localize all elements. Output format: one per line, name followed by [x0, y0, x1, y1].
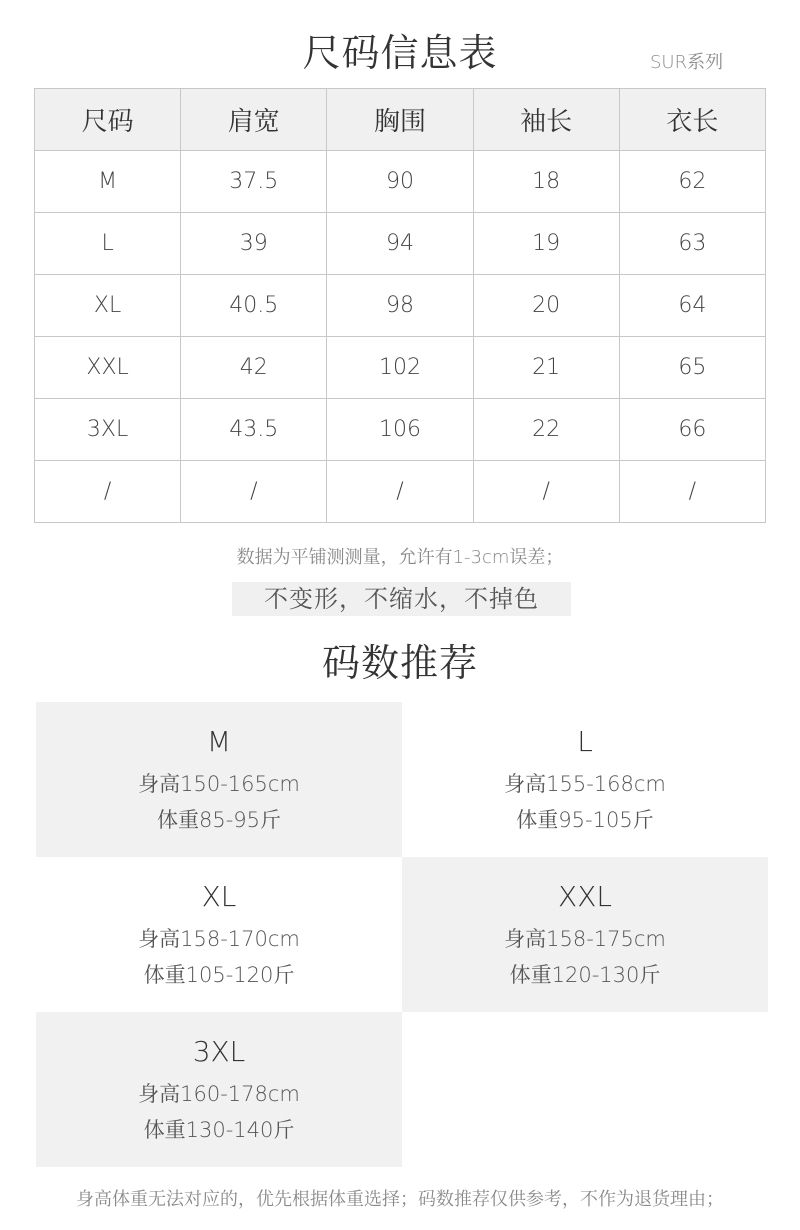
table-cell: / — [327, 461, 473, 523]
recommendation-card-m — [36, 702, 402, 857]
series-label: SUR系列 — [650, 52, 724, 73]
recommendation-height: 身高158-175cm — [504, 927, 666, 951]
table-cell: / — [35, 461, 181, 523]
recommendation-empty-cell — [402, 1012, 768, 1167]
table-cell: 94 — [327, 213, 473, 275]
table-row — [35, 275, 766, 337]
table-cell: 22 — [473, 399, 619, 461]
table-cell: 19 — [473, 213, 619, 275]
recommendation-card-3xl — [36, 1012, 402, 1167]
page-title: 尺码信息表 — [302, 31, 498, 75]
recommendation-card-xxl — [402, 857, 768, 1012]
recommendation-height: 身高150-165cm — [138, 772, 300, 796]
table-cell: / — [473, 461, 619, 523]
table-header-row — [35, 89, 766, 151]
column-header-size: 尺码 — [35, 89, 181, 151]
table-cell: 37.5 — [181, 151, 327, 213]
column-header-sleeve: 袖长 — [473, 89, 619, 151]
recommendation-size: L — [577, 725, 593, 758]
recommendation-weight: 体重120-130斤 — [509, 963, 661, 987]
quality-banner: 不变形，不缩水，不掉色 — [232, 582, 571, 616]
table-row — [35, 399, 766, 461]
table-cell: 65 — [619, 337, 765, 399]
recommendation-grid — [36, 702, 768, 1167]
recommendation-weight: 体重130-140斤 — [143, 1118, 295, 1142]
recommendation-weight: 体重105-120斤 — [143, 963, 295, 987]
recommendation-size: XL — [201, 880, 237, 913]
table-cell: 42 — [181, 337, 327, 399]
table-cell: 90 — [327, 151, 473, 213]
table-cell: 106 — [327, 399, 473, 461]
table-cell: XL — [35, 275, 181, 337]
table-cell: 20 — [473, 275, 619, 337]
table-cell: L — [35, 213, 181, 275]
table-cell: M — [35, 151, 181, 213]
recommendation-size: XXL — [558, 880, 612, 913]
size-table — [34, 88, 766, 523]
table-cell: 39 — [181, 213, 327, 275]
disclaimer-note: 身高体重无法对应的，优先根据体重选择；码数推荐仅供参考，不作为退货理由； — [76, 1189, 724, 1210]
recommendation-height: 身高155-168cm — [504, 772, 666, 796]
recommendation-height: 身高158-170cm — [138, 927, 300, 951]
recommendation-weight: 体重85-95斤 — [156, 808, 282, 832]
table-cell: 62 — [619, 151, 765, 213]
table-cell: 102 — [327, 337, 473, 399]
table-cell: 18 — [473, 151, 619, 213]
table-cell: 21 — [473, 337, 619, 399]
table-cell: 64 — [619, 275, 765, 337]
table-cell: 40.5 — [181, 275, 327, 337]
measurement-note: 数据为平铺测测量，允许有1-3cm误差； — [236, 547, 564, 568]
table-cell: XXL — [35, 337, 181, 399]
table-cell: 63 — [619, 213, 765, 275]
recommendation-card-l — [402, 702, 768, 857]
column-header-chest: 胸围 — [327, 89, 473, 151]
table-cell: 3XL — [35, 399, 181, 461]
table-row — [35, 151, 766, 213]
table-cell: 43.5 — [181, 399, 327, 461]
column-header-shoulder: 肩宽 — [181, 89, 327, 151]
recommendation-card-xl — [36, 857, 402, 1012]
recommendation-size: M — [206, 725, 232, 758]
recommendation-height: 身高160-178cm — [138, 1082, 300, 1106]
table-cell: 66 — [619, 399, 765, 461]
column-header-length: 衣长 — [619, 89, 765, 151]
table-row — [35, 337, 766, 399]
table-cell: / — [181, 461, 327, 523]
recommendation-title: 码数推荐 — [321, 641, 478, 685]
table-row — [35, 461, 766, 523]
table-row — [35, 213, 766, 275]
recommendation-weight: 体重95-105斤 — [516, 808, 654, 832]
table-cell: 98 — [327, 275, 473, 337]
recommendation-size: 3XL — [192, 1035, 246, 1068]
table-cell: / — [619, 461, 765, 523]
